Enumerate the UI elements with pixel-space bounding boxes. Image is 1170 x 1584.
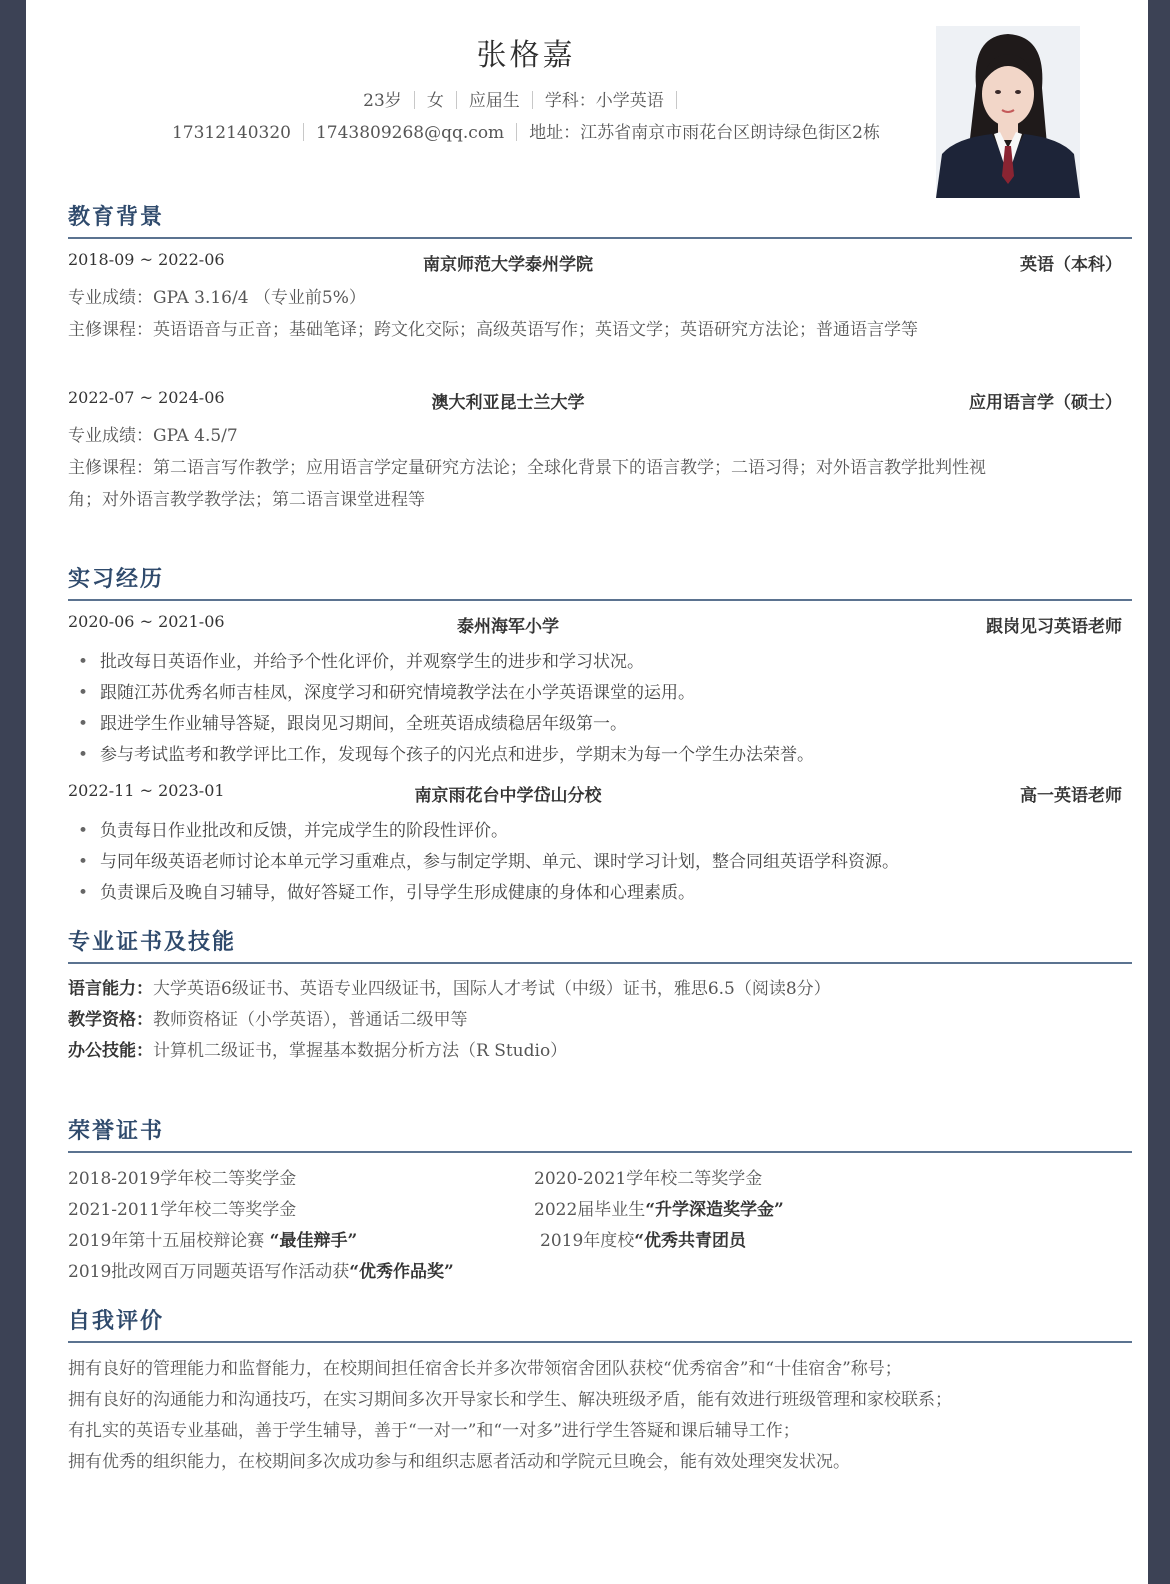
portrait-icon xyxy=(936,26,1080,198)
section-title: 教育背景 xyxy=(68,200,1132,239)
school-name: 南京师范大学泰州学院 xyxy=(423,255,593,275)
school-name: 澳大利亚昆士兰大学 xyxy=(431,393,585,413)
list-item: • 批改每日英语作业，并给予个性化评价，并观察学生的进步和学习状况。 xyxy=(78,647,644,672)
divider xyxy=(456,91,457,109)
skill-line xyxy=(68,1005,1132,1030)
honor-text: 2021-2011学年校二等奖学金 xyxy=(68,1200,297,1220)
status: 应届生 xyxy=(468,91,520,111)
honor-text: 2022届毕业生 xyxy=(534,1200,646,1220)
honor-text: 2020-2021学年校二等奖学金 xyxy=(534,1169,763,1189)
skill-line xyxy=(68,1036,1132,1061)
courses-line: 主修课程：第二语言写作教学；应用语言学定量研究方法论；全球化背景下的语言教学；二语习得；对外语言教学批判性视 xyxy=(68,458,986,478)
list-item: • 参与考试监考和教学评比工作，发现每个孩子的闪光点和进步，学期末为每一个学生办法荣誉。 xyxy=(78,740,814,765)
skill-label: 办公技能： xyxy=(68,1041,153,1061)
basic-info-row xyxy=(26,86,1026,111)
honor-item xyxy=(68,1226,357,1251)
role: 跟岗见习英语老师 xyxy=(986,617,1122,637)
degree: 应用语言学（硕士） xyxy=(969,393,1122,413)
honors-section xyxy=(68,1114,1132,1153)
list-item: • 跟进学生作业辅导答疑，跟岗见习期间，全班英语成绩稳居年级第一。 xyxy=(78,709,627,734)
honor-item xyxy=(534,1195,784,1220)
gpa-line: 专业成绩：GPA 3.16/4 （专业前5%） xyxy=(68,288,366,308)
list-item: • 负责每日作业批改和反馈，并完成学生的阶段性评价。 xyxy=(78,816,508,841)
email: 1743809268@qq.com xyxy=(315,123,505,143)
skill-label: 教学资格： xyxy=(68,1010,153,1030)
self-eval-line: 拥有优秀的组织能力，在校期间多次成功参与和组织志愿者活动和学院元旦晚会，能有效处理突发状况。 xyxy=(68,1452,850,1472)
section-title: 专业证书及技能 xyxy=(68,925,1132,964)
resume-sheet xyxy=(26,0,1148,1584)
role: 高一英语老师 xyxy=(1020,786,1122,806)
entry-date: 2020-06 ~ 2021-06 xyxy=(68,612,225,631)
honor-text: 2019批改网百万同题英语写作活动获 xyxy=(68,1262,350,1282)
skills-section xyxy=(68,925,1132,964)
courses-line-cont: 角；对外语言教学教学法；第二语言课堂进程等 xyxy=(68,490,425,510)
section-title: 自我评价 xyxy=(68,1304,1132,1343)
address: 地址：江苏省南京市雨花台区朗诗绿色街区2栋 xyxy=(529,123,881,143)
honor-item xyxy=(68,1164,296,1189)
honor-highlight: “优秀共青团员 xyxy=(634,1231,747,1251)
entry-date: 2018-09 ~ 2022-06 xyxy=(68,250,225,269)
divider xyxy=(516,123,517,141)
self-eval-line: 拥有良好的沟通能力和沟通技巧，在实习期间多次开导家长和学生、解决班级矛盾，能有效进行班级管理和家校联系； xyxy=(68,1390,952,1410)
contact-info-row xyxy=(26,118,1026,143)
courses-line: 主修课程：英语语音与正音；基础笔译；跨文化交际；高级英语写作；英语文学；英语研究方法论；普通语言学等 xyxy=(68,320,918,340)
education-entry xyxy=(68,250,1132,274)
entry-date: 2022-07 ~ 2024-06 xyxy=(68,388,225,407)
honor-text: 2019年度校 xyxy=(540,1231,635,1251)
internship-entry xyxy=(68,612,1132,636)
honor-highlight: “最佳辩手” xyxy=(269,1231,358,1251)
skill-text: 计算机二级证书，掌握基本数据分析方法（R Studio） xyxy=(153,1041,568,1061)
list-item: • 跟随江苏优秀名师吉桂凤，深度学习和研究情境教学法在小学英语课堂的运用。 xyxy=(78,678,695,703)
skill-text: 大学英语6级证书、英语专业四级证书，国际人才考试（中级）证书，雅思6.5（阅读8分） xyxy=(153,979,831,999)
honor-text: 2018-2019学年校二等奖学金 xyxy=(68,1169,297,1189)
degree: 英语（本科） xyxy=(1020,255,1122,275)
education-section xyxy=(68,200,1132,239)
self-eval-line: 有扎实的英语专业基础，善于学生辅导，善于“一对一”和“一对多”进行学生答疑和课后辅导工作； xyxy=(68,1421,800,1441)
honor-item xyxy=(534,1164,762,1189)
divider xyxy=(414,91,415,109)
honor-item xyxy=(68,1257,454,1282)
skill-text: 教师资格证（小学英语），普通话二级甲等 xyxy=(153,1010,468,1030)
profile-photo xyxy=(936,26,1080,198)
org-name: 泰州海军小学 xyxy=(457,617,559,637)
honor-highlight: “升学深造奖学金” xyxy=(645,1200,784,1220)
education-entry xyxy=(68,388,1132,412)
subject: 学科：小学英语 xyxy=(544,91,664,111)
divider xyxy=(303,123,304,141)
phone: 17312140320 xyxy=(171,123,291,143)
section-title: 荣誉证书 xyxy=(68,1114,1132,1153)
honor-item xyxy=(68,1195,296,1220)
section-title: 实习经历 xyxy=(68,562,1132,601)
gender: 女 xyxy=(426,91,444,111)
gpa-line: 专业成绩：GPA 4.5/7 xyxy=(68,426,238,446)
skill-label: 语言能力： xyxy=(68,979,153,999)
divider xyxy=(676,91,677,109)
honor-item xyxy=(540,1226,746,1251)
divider xyxy=(532,91,533,109)
internship-entry xyxy=(68,781,1132,805)
org-name: 南京雨花台中学岱山分校 xyxy=(414,786,602,806)
list-item: • 负责课后及晚自习辅导，做好答疑工作，引导学生形成健康的身体和心理素质。 xyxy=(78,878,695,903)
honor-text: 2019年第十五届校辩论赛 xyxy=(68,1231,270,1251)
list-item: • 与同年级英语老师讨论本单元学习重难点，参与制定学期、单元、课时学习计划，整合同组英语学科资源。 xyxy=(78,847,899,872)
age: 23岁 xyxy=(363,91,402,111)
internship-section xyxy=(68,562,1132,601)
candidate-name: 张格嘉 xyxy=(476,38,576,73)
skill-line xyxy=(68,974,1132,999)
honor-highlight: “优秀作品奖” xyxy=(349,1262,454,1282)
entry-date: 2022-11 ~ 2023-01 xyxy=(68,781,225,800)
self-eval-line: 拥有良好的管理能力和监督能力，在校期间担任宿舍长并多次带领宿舍团队获校“优秀宿舍”和“十佳宿舍”称号； xyxy=(68,1359,902,1379)
self-eval-section xyxy=(68,1304,1132,1343)
